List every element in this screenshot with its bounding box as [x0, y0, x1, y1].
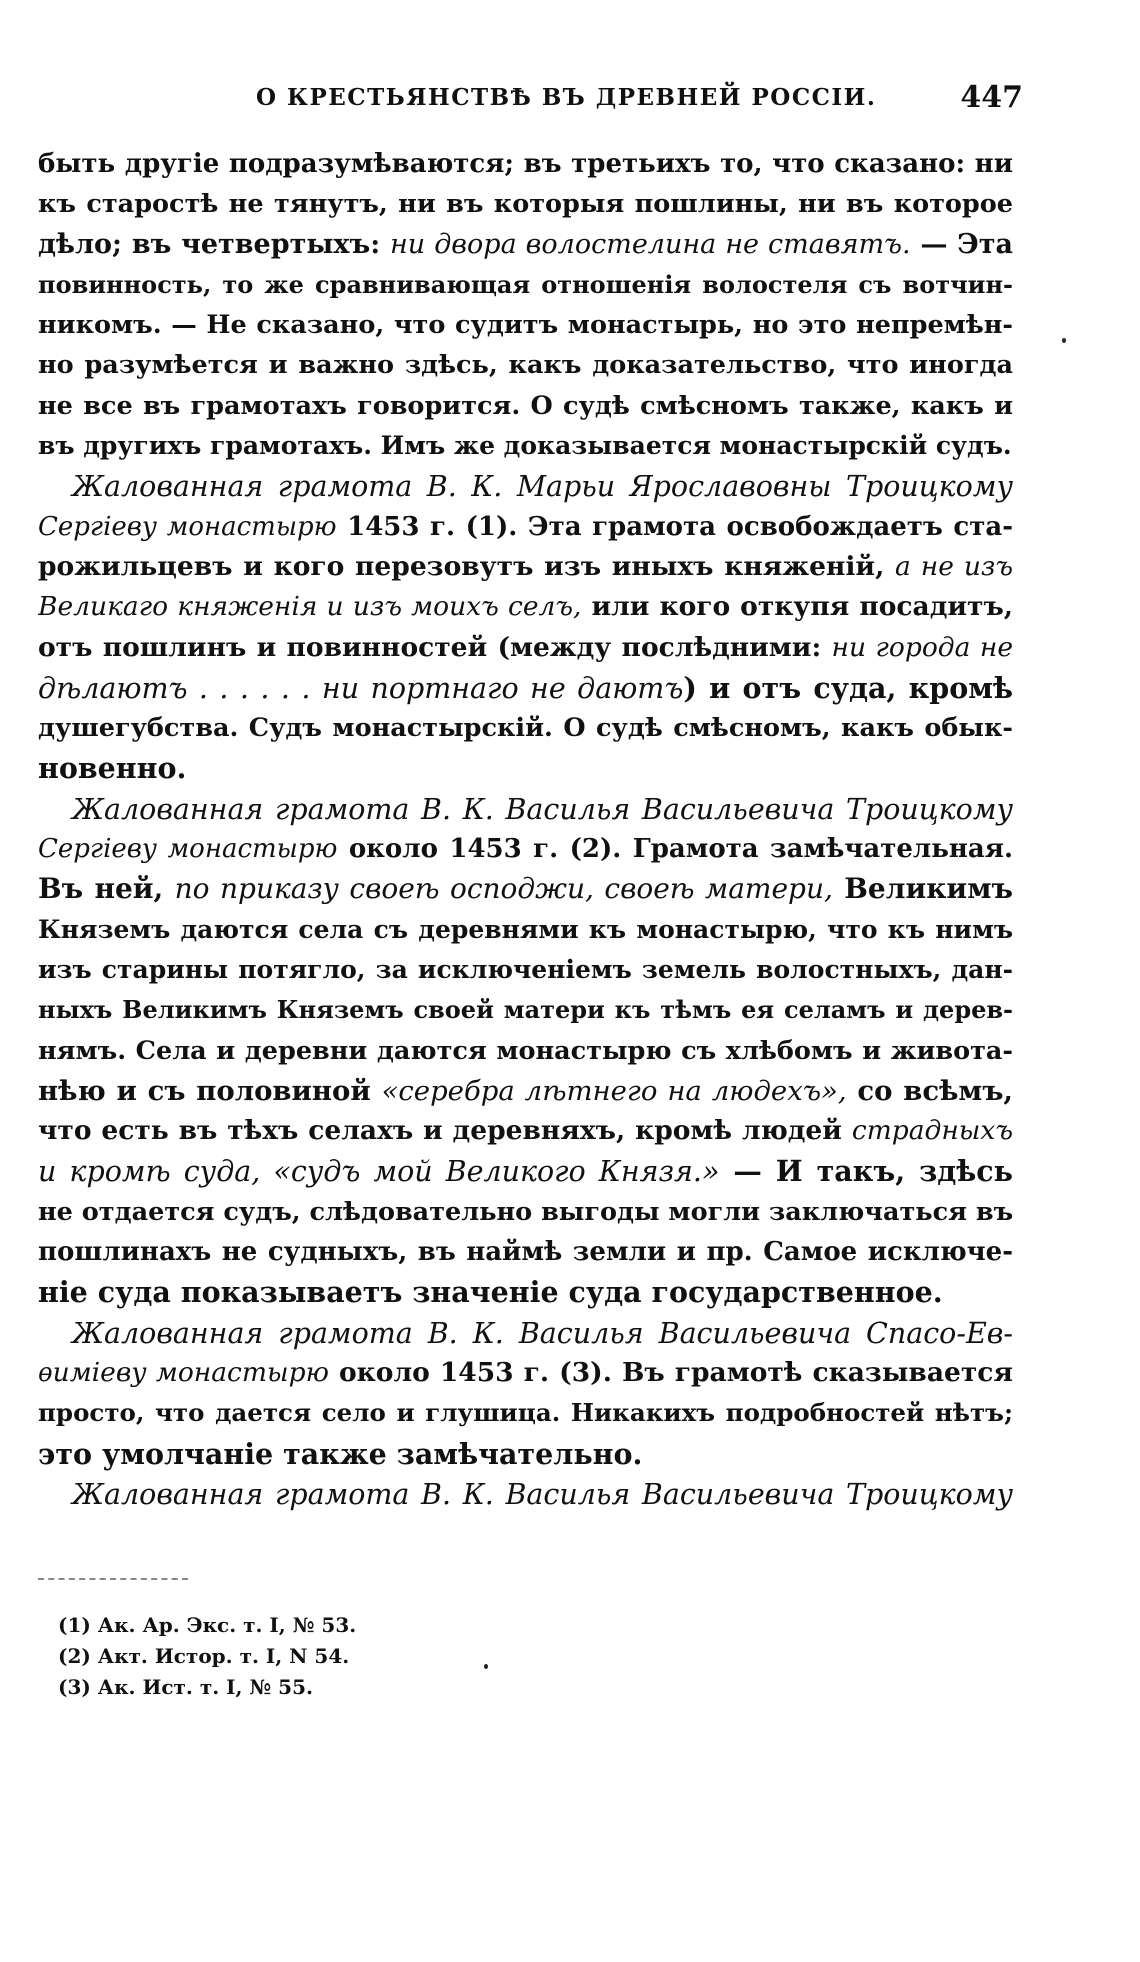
text-line [38, 547, 1013, 587]
text-line [38, 789, 1013, 829]
text-segment: или кого откупя посадитъ, [581, 591, 1013, 623]
italic-segment: по приказу своеѣ осподжи, своеѣ матери, [174, 872, 833, 906]
body-text [38, 144, 1013, 1514]
text-segment: рожильцевъ и кого перезовутъ изъ иныхъ княженій, [38, 550, 896, 582]
text-segment: къ старостѣ не тянутъ, ни въ которыя пошлины, ни въ которое [38, 189, 1013, 220]
italic-segment: Жалованная грамота В. К. Василья Васильевича Спасо-Ев- [72, 1316, 1013, 1350]
text-segment: около 1453 г. (2). Грамота замѣчательная. [337, 834, 1013, 865]
text-line [38, 990, 1013, 1030]
text-segment: Великимъ [832, 872, 1013, 906]
italic-segment: Жалованная грамота В. К. Василья Васильевича Троицкому [72, 1477, 1013, 1511]
footnote-1: (1) Ак. Ар. Экс. т. I, № 53. [58, 1613, 357, 1637]
text-line [38, 628, 1013, 668]
text-segment: душегубства. Судъ монастырскій. О судѣ смѣсномъ, какъ обык- [38, 713, 1013, 744]
print-speck [1062, 338, 1066, 343]
print-speck [484, 1664, 488, 1669]
text-line [38, 466, 1013, 506]
text-segment: — И такъ, здѣсь [719, 1154, 1013, 1189]
text-segment: что есть въ тѣхъ селахъ и деревняхъ, кромѣ людей [38, 1115, 852, 1147]
text-segment: не отдается судъ, слѣдовательно выгоды могли заключаться въ [38, 1196, 1013, 1227]
text-line [38, 1313, 1013, 1353]
text-segment: повинность, то же сравнивающая отношенія волостеля съ вотчин- [38, 269, 1013, 299]
text-line [38, 1071, 1013, 1111]
text-segment: Княземъ даются села съ деревнями къ монастырю, что къ нимъ [38, 914, 1013, 944]
text-line [38, 225, 1013, 265]
text-segment: Въ ней, [38, 872, 175, 906]
italic-segment: страдныхъ [851, 1115, 1013, 1147]
text-line [38, 1151, 1013, 1191]
text-segment: отъ пошлинъ и повинностей (между послѣдними: [38, 631, 832, 663]
text-segment: ) и отъ суда, кромѣ [683, 670, 1013, 705]
text-segment: это умолчаніе также замѣчательно. [38, 1436, 643, 1471]
text-line [38, 829, 1013, 869]
text-line [38, 265, 1013, 305]
italic-segment: Великаго княженія и изъ моихъ селъ, [38, 591, 582, 623]
text-line [38, 1353, 1013, 1393]
text-line [38, 587, 1013, 627]
text-line [38, 144, 1013, 184]
text-segment: изъ старины потягло, за исключеніемъ земель волостныхъ, дан- [38, 954, 1013, 984]
text-segment: со всѣмъ, [846, 1074, 1013, 1107]
text-line [38, 1474, 1013, 1514]
italic-segment: Сергіеву монастырю [38, 834, 338, 865]
text-line [38, 1393, 1013, 1433]
text-segment: не все въ грамотахъ говорится. О судѣ смѣсномъ также, какъ и [38, 390, 1013, 421]
footnote-separator [38, 1578, 188, 1580]
italic-segment: дѣлаютъ . . . . . . ни портнаго не даютъ [38, 671, 684, 705]
text-line [38, 950, 1013, 990]
text-segment: новенно. [38, 751, 187, 786]
text-segment: нямъ. Села и деревни даются монастырю съ хлѣбомъ и живота- [38, 1035, 1013, 1066]
text-segment: дѣло; въ четвертыхъ: [38, 228, 391, 260]
text-line [38, 748, 1013, 788]
text-segment: нѣю и съ половиной [38, 1074, 382, 1107]
text-line [38, 708, 1013, 748]
text-line [38, 1232, 1013, 1272]
text-line [38, 1192, 1013, 1232]
footnote-2: (2) Акт. Истор. т. I, N 54. [58, 1644, 350, 1668]
italic-segment: ни двора волостелина не ставятъ. [390, 228, 911, 260]
text-line [38, 1434, 1013, 1474]
italic-segment: Жалованная грамота В. К. Марьи Ярославовны Троицкому [72, 470, 1013, 504]
text-line [38, 869, 1013, 909]
italic-segment: ѳиміеву монастырю [38, 1356, 329, 1388]
italic-segment: Сергіеву монастырю [38, 511, 337, 542]
text-segment: пошлинахъ не судныхъ, въ наймѣ земли и пр. Самое исключе- [38, 1237, 1013, 1268]
text-line [38, 1272, 1013, 1312]
text-segment: никомъ. — Не сказано, что судитъ монастырь, но это непремѣн- [38, 310, 1013, 341]
text-segment: 1453 г. (1). Эта грамота освобождаетъ ста- [336, 511, 1013, 542]
text-line [38, 910, 1013, 950]
text-line [38, 184, 1013, 224]
footnote-3: (3) Ак. Ист. т. I, № 55. [58, 1675, 313, 1699]
text-line [38, 386, 1013, 426]
text-line [38, 345, 1013, 385]
text-segment: около 1453 г. (3). Въ грамотѣ сказывается [328, 1356, 1013, 1388]
running-title: О КРЕСТЬЯНСТВѢ ВЪ ДРЕВНЕЙ РОССІИ. [256, 84, 877, 111]
text-segment: въ другихъ грамотахъ. Имъ же доказывается монастырскій судъ. [38, 431, 1012, 461]
text-segment: ніе суда показываетъ значеніе суда государственное. [38, 1275, 943, 1310]
italic-segment: и кромѣ суда, «судъ мой Великого Князя.» [38, 1155, 720, 1189]
text-segment: быть другіе подразумѣваются; въ третьихъ то, что сказано: ни [38, 149, 1013, 179]
italic-segment: а не изъ [895, 550, 1013, 582]
text-line [38, 668, 1013, 708]
text-line [38, 507, 1013, 547]
italic-segment: ни города не [831, 631, 1013, 663]
running-head [38, 78, 1023, 118]
italic-segment: Жалованная грамота В. К. Василья Васильевича Троицкому [72, 792, 1013, 826]
text-segment: — Эта [910, 228, 1013, 260]
text-line [38, 1111, 1013, 1151]
text-segment: просто, что дается село и глушица. Никакихъ подробностей нѣтъ; [38, 1398, 1013, 1428]
footnotes [58, 1610, 356, 1703]
text-line [38, 305, 1013, 345]
text-segment: но разумѣется и важно здѣсь, какъ доказательство, что иногда [38, 350, 1013, 381]
page-number: 447 [960, 80, 1023, 115]
text-segment: ныхъ Великимъ Княземъ своей матери къ тѣмъ ея селамъ и дерев- [38, 995, 1013, 1025]
text-line [38, 426, 1013, 466]
italic-segment: «серебра лѣтнего на людехъ», [381, 1074, 847, 1107]
text-line [38, 1031, 1013, 1071]
